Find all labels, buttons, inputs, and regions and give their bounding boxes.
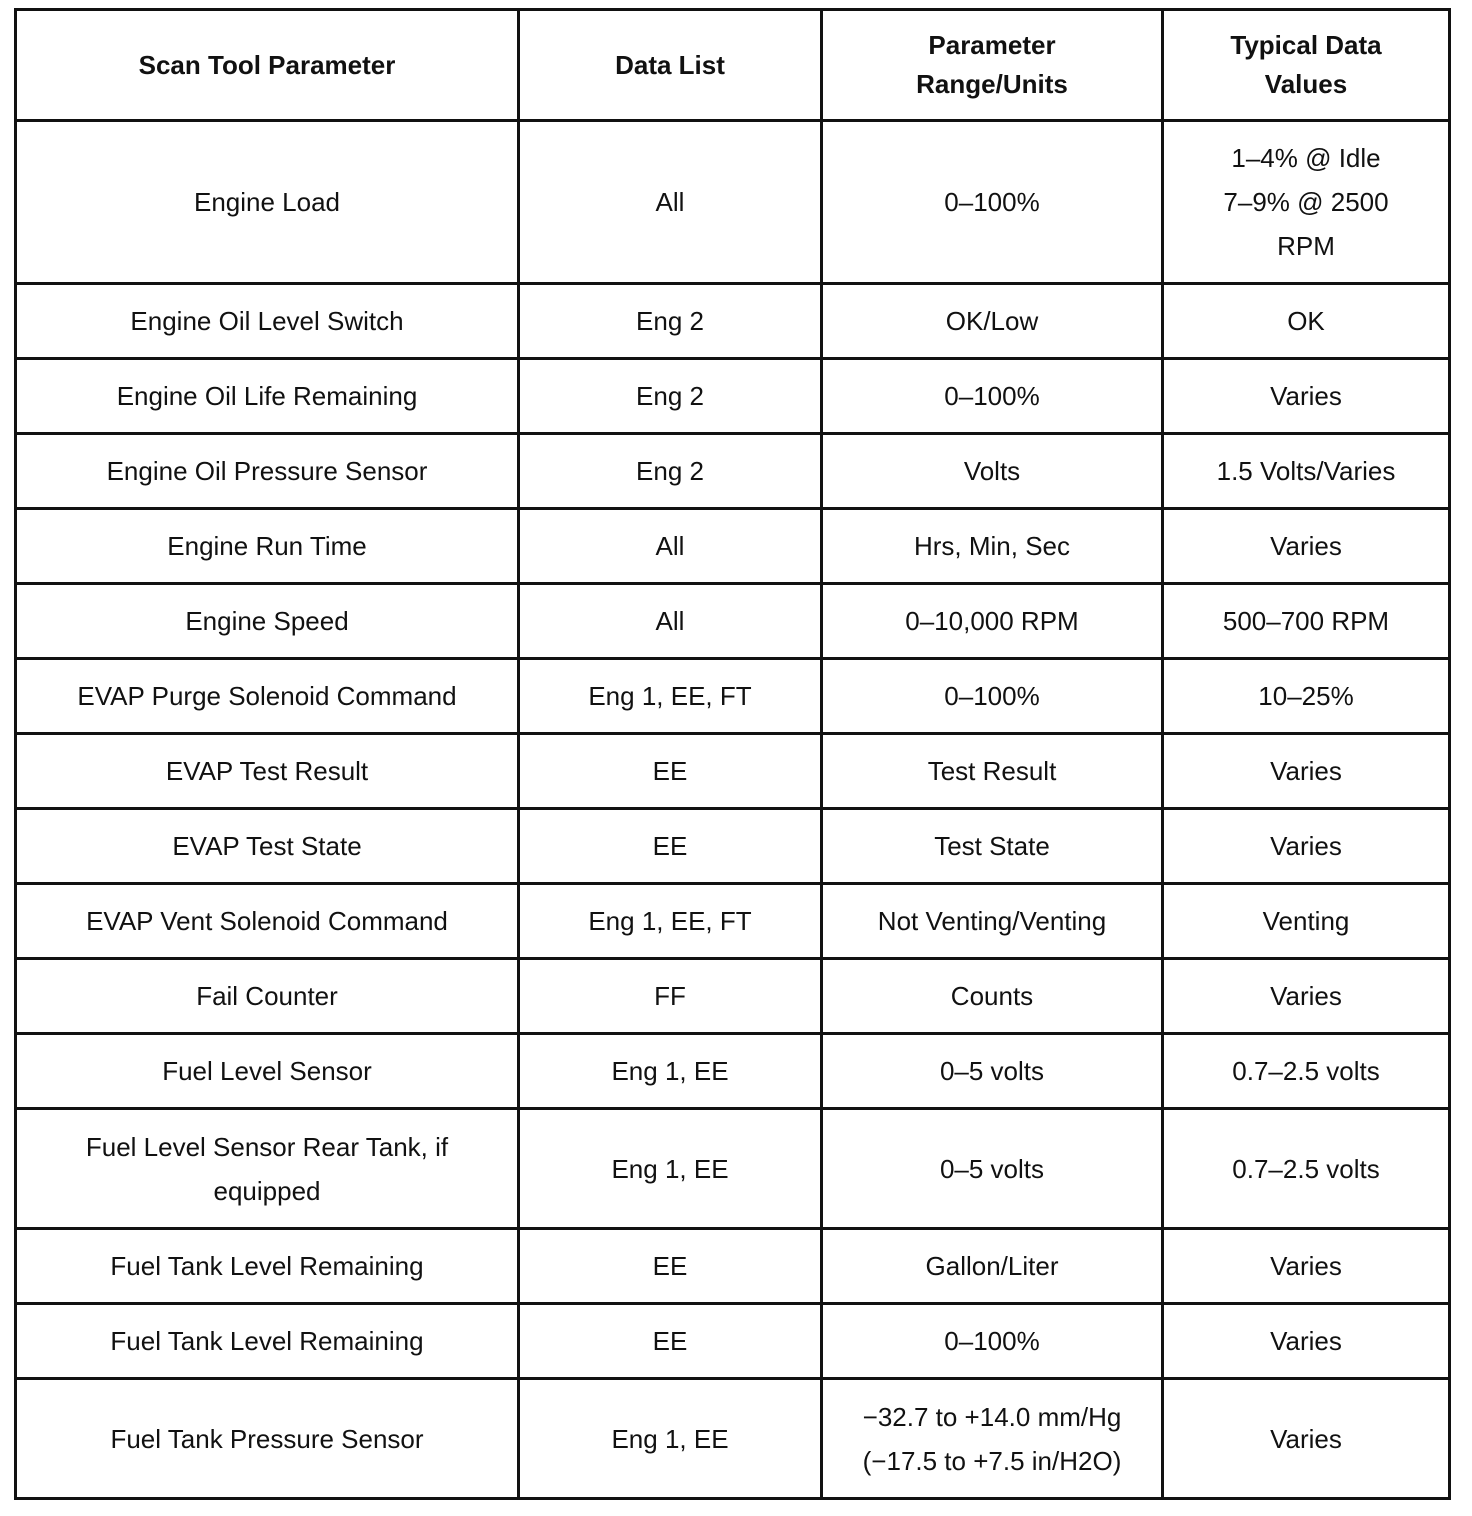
table-row <box>16 959 1450 1034</box>
cell-typical: Varies <box>1163 734 1450 809</box>
cell-typical: Varies <box>1163 1229 1450 1304</box>
header-line: Parameter <box>928 30 1056 60</box>
cell-range: Volts <box>822 434 1163 509</box>
scan-tool-data-table <box>14 8 1451 1500</box>
cell-typical: Varies <box>1163 809 1450 884</box>
cell-data-list: EE <box>519 734 822 809</box>
cell-data-list: Eng 1, EE, FT <box>519 884 822 959</box>
cell-line: −32.7 to +14.0 mm/Hg <box>862 1401 1122 1432</box>
cell-parameter: Fuel Tank Level Remaining <box>16 1229 519 1304</box>
cell-typical: 10–25% <box>1163 659 1450 734</box>
cell-range: 0–100% <box>822 121 1163 284</box>
cell-data-list: All <box>519 509 822 584</box>
cell-line: RPM <box>1277 231 1335 261</box>
cell-data-list: Eng 2 <box>519 434 822 509</box>
cell-data-list: Eng 1, EE <box>519 1379 822 1499</box>
cell-range <box>822 1379 1163 1499</box>
cell-data-list: Eng 1, EE <box>519 1109 822 1229</box>
cell-data-list: EE <box>519 1229 822 1304</box>
cell-typical: OK <box>1163 284 1450 359</box>
cell-range: 0–100% <box>822 659 1163 734</box>
cell-parameter: Engine Oil Life Remaining <box>16 359 519 434</box>
cell-typical: 0.7–2.5 volts <box>1163 1034 1450 1109</box>
table-row <box>16 1109 1450 1229</box>
cell-data-list: Eng 2 <box>519 359 822 434</box>
table-row <box>16 434 1450 509</box>
table-row <box>16 1304 1450 1379</box>
cell-typical: Varies <box>1163 959 1450 1034</box>
cell-parameter: EVAP Purge Solenoid Command <box>16 659 519 734</box>
table-row <box>16 884 1450 959</box>
cell-range: 0–5 volts <box>822 1034 1163 1109</box>
cell-data-list: EE <box>519 1304 822 1379</box>
table-row <box>16 1034 1450 1109</box>
cell-parameter: EVAP Test State <box>16 809 519 884</box>
cell-parameter <box>16 1109 519 1229</box>
cell-line: 1–4% @ Idle <box>1231 143 1381 173</box>
table-header-row <box>16 10 1450 121</box>
cell-range: Not Venting/Venting <box>822 884 1163 959</box>
cell-parameter: EVAP Vent Solenoid Command <box>16 884 519 959</box>
header-line: Typical Data <box>1230 30 1382 60</box>
cell-parameter: Fail Counter <box>16 959 519 1034</box>
table-row <box>16 1229 1450 1304</box>
cell-parameter: Engine Run Time <box>16 509 519 584</box>
cell-range: Test Result <box>822 734 1163 809</box>
table-row <box>16 509 1450 584</box>
cell-range: Gallon/Liter <box>822 1229 1163 1304</box>
cell-range: 0–10,000 RPM <box>822 584 1163 659</box>
header-line: Range/Units <box>916 69 1068 99</box>
cell-data-list: Eng 1, EE, FT <box>519 659 822 734</box>
cell-data-list: FF <box>519 959 822 1034</box>
cell-typical: Varies <box>1163 1304 1450 1379</box>
cell-parameter: Engine Load <box>16 121 519 284</box>
cell-line: 7–9% @ 2500 <box>1223 187 1389 217</box>
cell-typical <box>1163 121 1450 284</box>
cell-parameter: Fuel Tank Pressure Sensor <box>16 1379 519 1499</box>
cell-data-list: All <box>519 121 822 284</box>
table-row <box>16 284 1450 359</box>
table-row <box>16 809 1450 884</box>
table-row <box>16 659 1450 734</box>
cell-typical: 1.5 Volts/Varies <box>1163 434 1450 509</box>
cell-parameter: EVAP Test Result <box>16 734 519 809</box>
cell-range: 0–100% <box>822 359 1163 434</box>
table-row <box>16 584 1450 659</box>
cell-data-list: All <box>519 584 822 659</box>
cell-parameter: Engine Oil Pressure Sensor <box>16 434 519 509</box>
cell-range: 0–100% <box>822 1304 1163 1379</box>
header-data-list: Data List <box>519 10 822 121</box>
cell-range: Counts <box>822 959 1163 1034</box>
cell-range: Test State <box>822 809 1163 884</box>
table-row <box>16 121 1450 284</box>
table-row <box>16 1379 1450 1499</box>
header-typical-data-values <box>1163 10 1450 121</box>
cell-typical: 500–700 RPM <box>1163 584 1450 659</box>
header-line: Values <box>1264 69 1348 99</box>
cell-parameter: Engine Oil Level Switch <box>16 284 519 359</box>
cell-line: Fuel Level Sensor Rear Tank, if <box>85 1131 449 1162</box>
cell-range: Hrs, Min, Sec <box>822 509 1163 584</box>
cell-data-list: Eng 2 <box>519 284 822 359</box>
header-scan-tool-parameter: Scan Tool Parameter <box>16 10 519 121</box>
cell-typical: Varies <box>1163 359 1450 434</box>
cell-line: (−17.5 to +7.5 in/H2O) <box>862 1445 1122 1476</box>
cell-line: equipped <box>213 1175 321 1206</box>
cell-typical: Varies <box>1163 1379 1450 1499</box>
cell-range: OK/Low <box>822 284 1163 359</box>
cell-typical: 0.7–2.5 volts <box>1163 1109 1450 1229</box>
table-row <box>16 734 1450 809</box>
cell-range: 0–5 volts <box>822 1109 1163 1229</box>
table-row <box>16 359 1450 434</box>
cell-typical: Varies <box>1163 509 1450 584</box>
cell-parameter: Fuel Tank Level Remaining <box>16 1304 519 1379</box>
header-parameter-range-units <box>822 10 1163 121</box>
cell-parameter: Engine Speed <box>16 584 519 659</box>
cell-data-list: Eng 1, EE <box>519 1034 822 1109</box>
cell-parameter: Fuel Level Sensor <box>16 1034 519 1109</box>
cell-typical: Venting <box>1163 884 1450 959</box>
cell-data-list: EE <box>519 809 822 884</box>
